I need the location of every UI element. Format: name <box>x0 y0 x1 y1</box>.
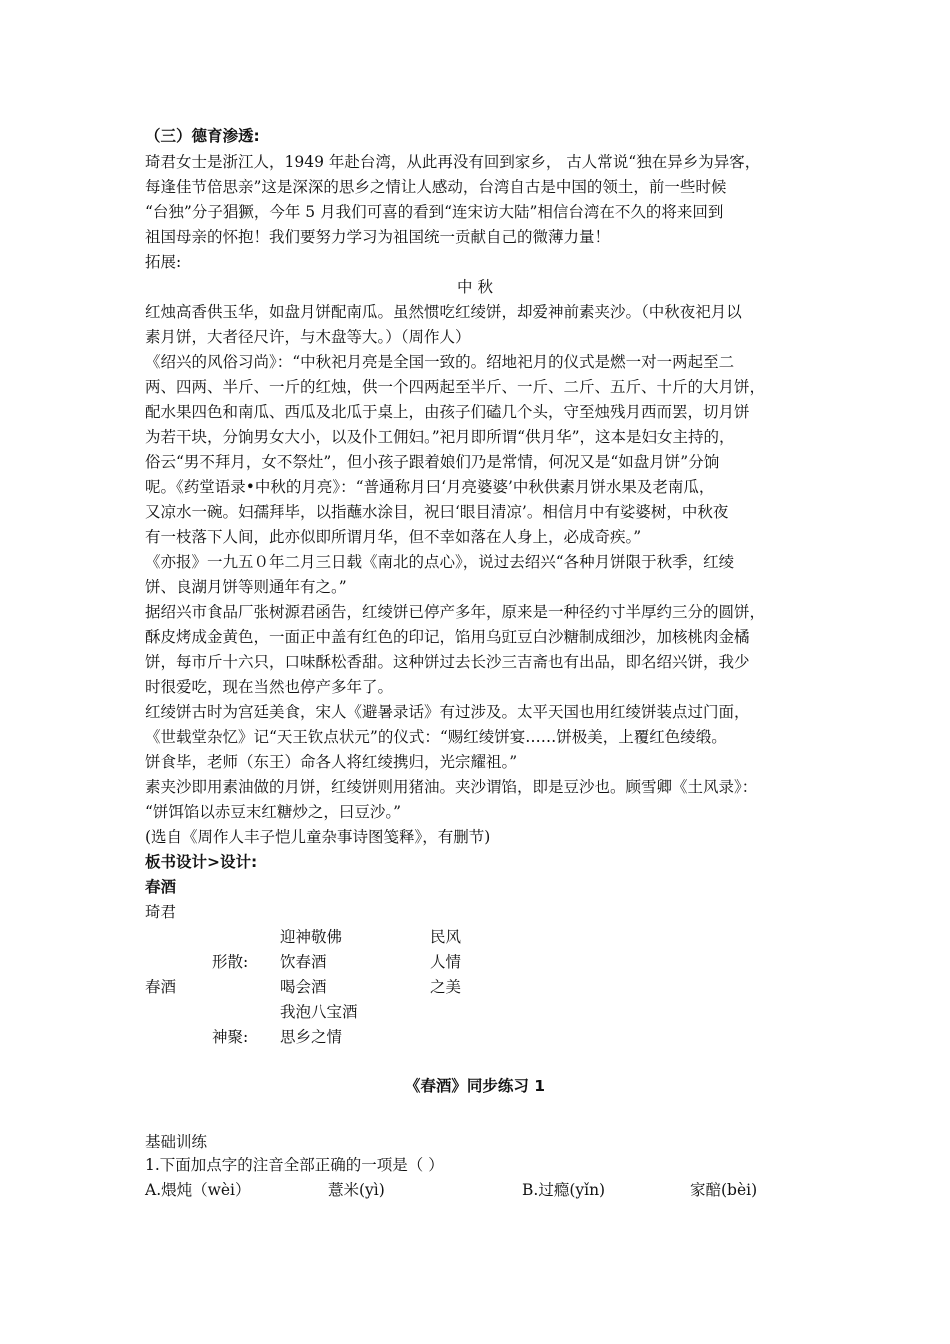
option-b-item: 家醅(bèi) <box>690 1181 758 1199</box>
board-item: 思乡之情 <box>280 1028 343 1046</box>
paragraph-line: 又凉水一碗。妇孺拜毕，以指蘸水涂目，祝曰‘眼目清凉’。相信月中有娑婆树，中秋夜 <box>145 503 729 521</box>
question-1: 1.下面加点字的注音全部正确的一项是（ ） <box>145 1156 444 1174</box>
source-citation: (选自《周作人丰子恺儿童杂事诗图笺释》，有删节) <box>145 828 491 846</box>
extension-label: 拓展: <box>145 253 182 271</box>
board-item: 我泡八宝酒 <box>280 1003 358 1021</box>
paragraph-line: 俗云“男不拜月，女不祭灶”，但小孩子跟着娘们乃是常情，何况又是“如盘月饼”分饷 <box>145 453 720 471</box>
board-item: 人情 <box>430 953 462 971</box>
paragraph-line: 有一枝落下人间，此亦似即所谓月华，但不幸如落在人身上，必成奇疾。” <box>145 528 642 546</box>
exercise-title: 《春酒》同步练习 1 <box>404 1077 546 1095</box>
paragraph-line: 《亦报》一九五０年二月三日载《南北的点心》，说过去绍兴“各种月饼限于秋季，红绫 <box>145 553 735 571</box>
board-item: 迎神敬佛 <box>280 928 343 946</box>
paragraph-line: 饼，每市斤十六只，口味酥松香甜。这种饼过去长沙三吉斋也有出品，即名绍兴饼，我少 <box>145 653 750 671</box>
board-item: 饮春酒 <box>280 953 327 971</box>
paragraph-line: 为若干块，分饷男女大小，以及仆工佣妇。”祀月即所谓“供月华”，这本是妇女主持的， <box>145 428 735 446</box>
option-a: A.煨炖（wèi） <box>145 1181 251 1199</box>
board-root: 春酒 <box>145 978 177 996</box>
paragraph-line: 红烛高香供玉华，如盘月饼配南瓜。虽然惯吃红绫饼，却爱神前素夹沙。（中秋夜祀月以 <box>145 303 742 321</box>
basic-training-label: 基础训练 <box>145 1133 208 1151</box>
paragraph-line: 琦君女士是浙江人，1949 年赴台湾，从此再没有回到家乡， 古人常说“独在异乡为异客， <box>145 153 761 171</box>
paragraph-line: 素夹沙即用素油做的月饼，红绫饼则用猪油。夹沙谓馅，即是豆沙也。顾雪卿《土风录》： <box>145 778 758 796</box>
paragraph-line: “饼饵馅以赤豆末红糖炒之，曰豆沙。” <box>145 803 402 821</box>
paragraph-line: 时很爱吃，现在当然也停产多年了。 <box>145 678 394 696</box>
board-author: 琦君 <box>145 903 177 921</box>
paragraph-line: 《世载堂杂忆》记“天王钦点状元”的仪式：“赐红绫饼宴……饼极美，上覆红色绫缎。 <box>145 728 727 746</box>
board-item: 之美 <box>430 978 462 996</box>
paragraph-line: 据绍兴市食品厂张树源君函告，红绫饼已停产多年，原来是一种径约寸半厚约三分的圆饼， <box>145 603 766 621</box>
option-b: B.过瘾(yǐn) <box>522 1181 606 1199</box>
poem-title: 中 秋 <box>457 278 493 296</box>
paragraph-line: 饼食毕，老师（东王）命各人将红绫携归，光宗耀祖。” <box>145 753 518 771</box>
board-label-spirit: 神聚: <box>212 1028 249 1046</box>
option-a-item: 薏米(yì) <box>328 1181 385 1199</box>
paragraph-line: 每逢佳节倍思亲”这是深深的思乡之情让人感动，台湾自古是中国的领土，前一些时候 <box>145 178 727 196</box>
paragraph-line: 素月饼，大者径尺许，与木盘等大。）（周作人） <box>145 328 471 346</box>
board-label-form: 形散: <box>212 953 249 971</box>
paragraph-line: 呢。《药堂语录•中秋的月亮》：“普通称月曰‘月亮婆婆’中秋供素月饼水果及老南瓜， <box>145 478 715 496</box>
paragraph-line: 配水果四色和南瓜、西瓜及北瓜于桌上，由孩子们磕几个头，守至烛残月西而罢，切月饼 <box>145 403 750 421</box>
paragraph-line: 《绍兴的风俗习尚》：“中秋祀月亮是全国一致的。绍地祀月的仪式是燃一对一两起至二 <box>145 353 735 371</box>
paragraph-line: 红绫饼古时为宫廷美食，宋人《避暑录话》有过涉及。太平天国也用红绫饼装点过门面， <box>145 703 750 721</box>
paragraph-line: “台独”分子猖獗，今年 5 月我们可喜的看到“连宋访大陆”相信台湾在不久的将来回到 <box>145 203 724 221</box>
paragraph-line: 两、四两、半斤、一斤的红烛，供一个四两起至半斤、一斤、二斤、五斤、十斤的大月饼， <box>145 378 766 396</box>
board-title: 春酒 <box>145 878 177 896</box>
paragraph-line: 饼、良湖月饼等则通年有之。” <box>145 578 347 596</box>
board-design-heading: 板书设计>设计: <box>145 853 258 871</box>
paragraph-line: 酥皮烤成金黄色，一面正中盖有红色的印记，馅用乌豇豆白沙糖制成细沙，加核桃肉金橘 <box>145 628 750 646</box>
board-item: 民风 <box>430 928 462 946</box>
paragraph-line: 祖国母亲的怀抱！我们要努力学习为祖国统一贡献自己的微薄力量！ <box>145 228 611 246</box>
board-item: 喝会酒 <box>280 978 327 996</box>
section-heading: （三）德育渗透: <box>145 127 260 145</box>
